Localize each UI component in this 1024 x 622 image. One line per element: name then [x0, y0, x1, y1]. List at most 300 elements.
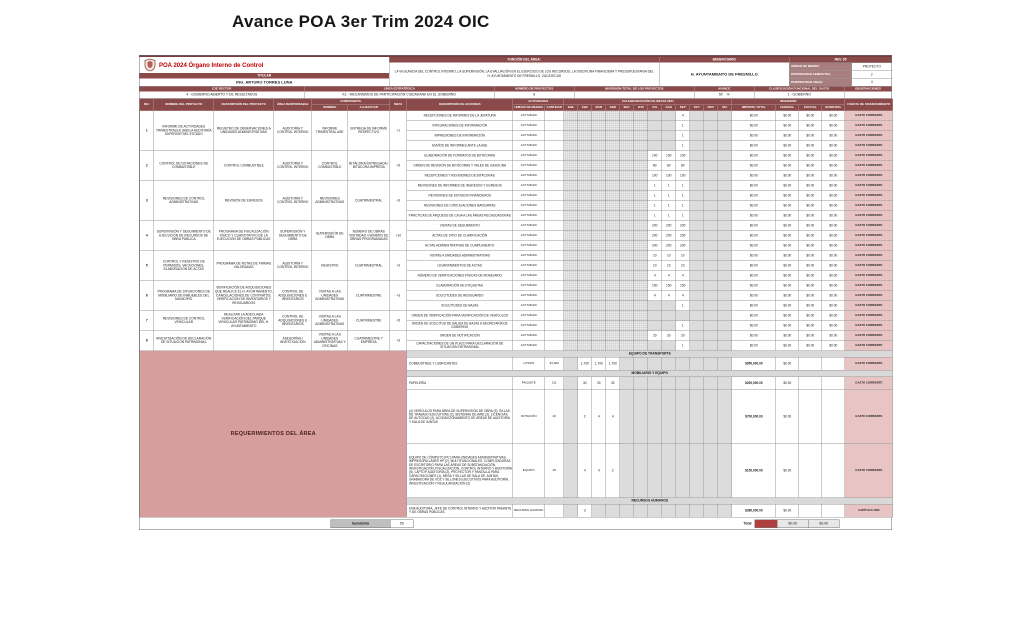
month-cell: 100 [676, 171, 690, 181]
month-cell [620, 131, 634, 141]
inversion-cell: $0.00 [822, 301, 845, 311]
month-cell [676, 444, 690, 498]
activity-unit: ACTIVIDAD [513, 201, 545, 211]
month-cell [634, 390, 648, 444]
month-cell [606, 131, 620, 141]
inversion-cell [822, 377, 845, 390]
month-cell [564, 171, 578, 181]
funding-source-cell: GASTO CORRIENTE [845, 181, 893, 191]
month-cell [592, 341, 606, 351]
funding-source-cell: GASTO CORRIENTE [845, 311, 893, 321]
activity-quantity [545, 111, 564, 121]
activity-quantity [545, 191, 564, 201]
month-cell [648, 390, 662, 444]
activity-description: RECEPCIONES Y REVISIONES DE BITÁCORAS [407, 171, 513, 181]
header-beneficiario-block [660, 57, 790, 86]
activity-unit: ACTIVIDAD [513, 231, 545, 241]
month-cell [718, 171, 732, 181]
activity-description: REVISIONES DE CONCILIACIONES BANCARIAS [407, 201, 513, 211]
funding-source-cell: GASTO CORRIENTE [845, 231, 893, 241]
month-cell [592, 131, 606, 141]
month-cell [676, 357, 690, 370]
month-cell [662, 131, 676, 141]
linea-estrategica [305, 87, 495, 99]
month-cell: 10 [676, 261, 690, 271]
month-cell [690, 131, 704, 141]
inversion-cell: $0.00 [799, 221, 822, 231]
month-cell [690, 281, 704, 291]
month-cell [662, 444, 676, 498]
activity-quantity [545, 131, 564, 141]
requirement-quantity: $1,600 [545, 357, 564, 370]
poa-table [140, 99, 894, 518]
funding-source-cell: GASTO CORRIENTE [845, 331, 893, 341]
month-cell [704, 444, 718, 498]
month-cell: 4 [592, 390, 606, 444]
activity-unit: ACTIVIDAD [513, 121, 545, 131]
month-cell [704, 221, 718, 231]
month-cell: 10 [662, 261, 676, 271]
project-no: 6 [140, 281, 154, 311]
month-cell [718, 321, 732, 331]
component-target: BITÁCORA ENTREGADA / BITÁCORA IMPRESA [348, 151, 390, 181]
month-cell: 1 [676, 181, 690, 191]
inversion-cell: $0.00 [822, 331, 845, 341]
month-cell: 200 [676, 231, 690, 241]
activity-unit: ACTIVIDAD [513, 241, 545, 251]
month-cell [620, 331, 634, 341]
inversion-cell: $0.00 [799, 121, 822, 131]
month-cell [690, 121, 704, 131]
project-description: REALIZAR LA ADECUADA VERIFICACIÓN DEL PARQUE VEHICULAR PATRIMONIO DEL H. AYUNTAMIENTO [214, 311, 274, 331]
month-cell [578, 141, 592, 151]
month-cell: 200 [662, 231, 676, 241]
inversion-cell: $0.00 [776, 151, 799, 161]
sheet-header [140, 56, 892, 87]
month-cell [606, 191, 620, 201]
project-no: 7 [140, 311, 154, 331]
meta-row [790, 70, 892, 78]
funding-source-cell: GASTO CORRIENTE [845, 111, 893, 121]
month-cell [690, 301, 704, 311]
month-cell [718, 261, 732, 271]
month-cell [606, 331, 620, 341]
inversion-cell: $0.00 [822, 131, 845, 141]
month-cell: 1 [662, 191, 676, 201]
month-cell [704, 231, 718, 241]
month-cell [676, 311, 690, 321]
month-cell [578, 321, 592, 331]
eje-rector [140, 87, 305, 99]
importe-cell: $0.00 [732, 241, 776, 251]
month-cell [592, 251, 606, 261]
month-cell [634, 171, 648, 181]
funcion-text: LA VIGILANCIA DEL CONTROL INTERNO, LA SUPERVISIÓN, LA EVALUACIÓN EN EL EJERCICIO DE LOS RECURSOS, LA DISCIPLINA FINANCIERA Y PRESUPUESTARIA DEL H. AYUNTAMIENTO DE FRESNILLO, ZACATECAS [394, 70, 654, 78]
activity-description: ACTAS DE SITIO DE CLARIFICACIÓN [407, 231, 513, 241]
month-cell [690, 444, 704, 498]
col-header-acciones: DESCRIPCIÓN DE ACCIONES [407, 99, 513, 111]
project-name: CONTROL DE DOTACIONES DE COMBUSTIBLE [154, 151, 214, 181]
month-cell [718, 131, 732, 141]
activity-unit: ACTIVIDAD [513, 131, 545, 141]
month-cell [578, 311, 592, 321]
month-cell [606, 171, 620, 181]
inversion-cell: $0.00 [822, 181, 845, 191]
activity-unit: ACTIVIDAD [513, 321, 545, 331]
month-cell [564, 281, 578, 291]
inversion-cell: $0.00 [776, 331, 799, 341]
month-cell: 1 [662, 181, 676, 191]
month-cell [564, 261, 578, 271]
inversion-cell [822, 504, 845, 517]
month-cell: 1 [662, 211, 676, 221]
month-cell [690, 341, 704, 351]
project-description: PROGRAMA DE FISCALIZACIÓN FÍSICO Y CUANTITATIVO DE LA EJECUCIÓN DE OBRAS PÚBLICAS [214, 221, 274, 251]
month-cell [634, 377, 648, 390]
inversion-cell: $0.00 [776, 201, 799, 211]
month-cell [718, 311, 732, 321]
month-cell: 4 [676, 271, 690, 281]
activity-description: PRÁCTICAS DE ARQUEOS DE CAJA A LAS ÁREAS RECAUDADORAS [407, 211, 513, 221]
inversion-cell: $0.00 [799, 161, 822, 171]
month-cell [690, 251, 704, 261]
inversion-cell: $0.00 [776, 504, 799, 517]
month-cell [704, 311, 718, 321]
month-cell [564, 357, 578, 370]
month-cell [578, 131, 592, 141]
requirement-description: PAPELERÍA [407, 377, 513, 390]
inversion-cell: $0.00 [776, 231, 799, 241]
activity-quantity [545, 221, 564, 231]
inversion-cell: $0.00 [776, 444, 799, 498]
month-cell [620, 504, 634, 517]
page-title: Avance POA 3er Trim 2024 OIC [232, 12, 490, 31]
inversion-cell: $0.00 [822, 291, 845, 301]
month-cell [704, 161, 718, 171]
month-cell: 4 [662, 271, 676, 281]
month-cell [634, 181, 648, 191]
importe-cell: $0.00 [732, 181, 776, 191]
col-header-fuente: FUENTE DE FINANCIAMIENTO [845, 99, 893, 111]
activity-description: INTEGRACIONES DE INFORMACIÓN [407, 121, 513, 131]
requirement-unit: DOTACIÓN [513, 390, 545, 444]
numero-proyectos-value: 8 [533, 93, 536, 97]
month-header: FEB [578, 105, 592, 111]
month-cell [690, 171, 704, 181]
month-cell: 20 [662, 331, 676, 341]
month-cell [564, 444, 578, 498]
month-cell [564, 251, 578, 261]
month-header: AGO [662, 105, 676, 111]
month-cell: 1,700 [606, 357, 620, 370]
month-cell: 20 [648, 331, 662, 341]
total-label: Total [743, 521, 752, 526]
month-cell: 1 [648, 181, 662, 191]
activity-unit: ACTIVIDAD [513, 221, 545, 231]
inversion-cell: $0.00 [799, 181, 822, 191]
importe-cell: $0.00 [732, 281, 776, 291]
inversion-cell [799, 357, 822, 370]
titular-label: TITULAR [140, 73, 390, 79]
month-cell [578, 121, 592, 131]
component-target: CUATRIMESTRAL [348, 251, 390, 281]
month-cell [704, 357, 718, 370]
month-cell [718, 281, 732, 291]
month-cell [564, 151, 578, 161]
activity-description: SOLICITUDES DE RESGUARDO [407, 291, 513, 301]
avance-value: 50 [718, 93, 723, 97]
inversion-cell: $0.00 [799, 281, 822, 291]
month-cell [564, 221, 578, 231]
inversion-cell: $0.00 [776, 161, 799, 171]
inversion-cell: $0.00 [822, 241, 845, 251]
meta-row [790, 78, 892, 86]
project-name: REVISIONES DE CONTROL ADMINISTRATIVAS [154, 181, 214, 221]
month-cell [606, 504, 620, 517]
importe-cell: $0.00 [732, 121, 776, 131]
importe-cell: $0.00 [732, 271, 776, 281]
month-cell [662, 341, 676, 351]
funding-source-cell: GASTO CORRIENTE [845, 151, 893, 161]
month-cell [718, 161, 732, 171]
month-cell [578, 331, 592, 341]
month-cell [592, 271, 606, 281]
month-cell [648, 321, 662, 331]
inversion-cell: $0.00 [822, 141, 845, 151]
month-cell [718, 151, 732, 161]
month-header: JUN [634, 105, 648, 111]
month-cell: 4 [676, 291, 690, 301]
titular-name: ING. ARTURO TORRES LUNA [236, 80, 293, 85]
month-cell [578, 281, 592, 291]
inversion-cell: $0.00 [799, 151, 822, 161]
funding-source-cell: GASTO CORRIENTE [845, 271, 893, 281]
month-cell [690, 390, 704, 444]
inversion-total [575, 87, 695, 99]
month-cell: 4 [662, 291, 676, 301]
activity-quantity [545, 161, 564, 171]
month-cell [634, 121, 648, 131]
month-cell [592, 291, 606, 301]
col-header-componente: COMPONENTE [312, 99, 390, 105]
month-cell [718, 301, 732, 311]
month-cell [718, 341, 732, 351]
month-cell: 4 [648, 291, 662, 301]
inversion-cell: $0.00 [799, 241, 822, 251]
funding-source-cell: GASTO CORRIENTE [845, 251, 893, 261]
project-area: SUPERVISIÓN Y SEGUIMIENTO DE OBRA [274, 221, 312, 251]
month-cell [564, 241, 578, 251]
month-cell [648, 444, 662, 498]
activity-unit: ACTIVIDAD [513, 251, 545, 261]
month-cell: 30 [606, 377, 620, 390]
month-cell [578, 221, 592, 231]
section-band: MOBILIARIO Y EQUIPO [407, 370, 893, 377]
month-cell: 80 [648, 161, 662, 171]
month-cell: 200 [662, 221, 676, 231]
col-header-meta: META [390, 99, 407, 111]
month-cell [564, 321, 578, 331]
strategic-row [140, 87, 892, 99]
beneficiario-label: BENEFICIARIO [660, 57, 790, 63]
month-cell [704, 141, 718, 151]
month-cell [578, 341, 592, 351]
month-cell [620, 261, 634, 271]
activity-unit: ACTIVIDAD [513, 301, 545, 311]
month-cell [620, 301, 634, 311]
activity-quantity [545, 291, 564, 301]
month-cell [606, 281, 620, 291]
month-cell [634, 444, 648, 498]
project-goal: +10 [390, 221, 407, 251]
month-header: SEP [676, 105, 690, 111]
month-cell: 80 [676, 161, 690, 171]
month-cell [606, 141, 620, 151]
month-cell [606, 161, 620, 171]
requirement-quantity [545, 504, 564, 517]
activity-description: SOLICITUDES DE BAJAS [407, 301, 513, 311]
month-cell: 1 [676, 341, 690, 351]
col-header-unidad: UNIDAD DE MEDIDA [514, 105, 544, 109]
component-name: VISITAS A LAS UNIDADES ADMINISTRATIVAS [312, 311, 348, 331]
month-cell [634, 357, 648, 370]
month-cell [704, 271, 718, 281]
month-cell: 200 [648, 221, 662, 231]
project-name: CONTROL Y REGISTRO DE PERMISOS, VACACIONES, ELABORACIÓN DE ACTAS [154, 251, 214, 281]
requirement-unit: PAQUETE [513, 377, 545, 390]
month-cell [634, 211, 648, 221]
funding-source-cell: GASTO CORRIENTE [845, 377, 893, 390]
month-cell [578, 201, 592, 211]
funding-source-cell: GASTO CORRIENTE [845, 357, 893, 370]
month-cell [564, 141, 578, 151]
importe-cell: $0.00 [732, 111, 776, 121]
month-cell [592, 261, 606, 271]
month-cell [634, 261, 648, 271]
inversion-cell: $0.00 [776, 181, 799, 191]
project-goal: +3 [390, 331, 407, 351]
funding-source-cell: GASTO CORRIENTE [845, 444, 893, 498]
col-header-municipal: MUNICIPAL [822, 105, 845, 111]
month-cell [592, 331, 606, 341]
month-cell [592, 111, 606, 121]
project-no: 2 [140, 151, 154, 181]
month-cell [592, 504, 606, 517]
clasificacion-gasto-value: 1 - GOBIERNO [787, 93, 811, 97]
month-cell [690, 321, 704, 331]
month-cell [620, 281, 634, 291]
month-cell [704, 191, 718, 201]
month-cell [606, 271, 620, 281]
inversion-cell [822, 444, 845, 498]
month-cell [718, 211, 732, 221]
funding-source-cell: GASTO CORRIENTE [845, 321, 893, 331]
month-cell [676, 377, 690, 390]
observaciones-label: OBSERVACIONES [845, 87, 892, 92]
project-goal: +3 [390, 251, 407, 281]
month-cell [592, 241, 606, 251]
month-cell [634, 241, 648, 251]
month-cell [718, 201, 732, 211]
month-cell [564, 201, 578, 211]
month-cell [592, 301, 606, 311]
requirement-description: COMBUSTIBLE Y LUBRICANTES [407, 357, 513, 370]
month-cell [578, 251, 592, 261]
funding-source-cell: GASTO CORRIENTE [845, 281, 893, 291]
activity-description: CAPACITACIONES DE UN PLAZO PARA DECLARACIÓN DE SITUACIÓN PATRIMONIAL [407, 341, 513, 351]
activity-quantity [545, 231, 564, 241]
month-cell [578, 191, 592, 201]
month-cell [648, 121, 662, 131]
month-cell [634, 221, 648, 231]
inversion-cell: $0.00 [776, 271, 799, 281]
month-cell [606, 311, 620, 321]
month-cell [620, 221, 634, 231]
activity-quantity [545, 171, 564, 181]
clasificacion-gasto-label: CLASIFICACIÓN FUNCIONAL DEL GASTO [755, 87, 845, 92]
component-target: CUATRIMESTRE [348, 311, 390, 331]
inversion-cell [799, 504, 822, 517]
month-cell: 30 [592, 377, 606, 390]
component-name: CONTROL COMBUSTIBLE [312, 151, 348, 181]
inversion-cell: $0.00 [822, 231, 845, 241]
activity-description: LEVANTAMIENTOS DE ACTAS [407, 261, 513, 271]
month-cell: 80 [662, 161, 676, 171]
month-cell [606, 301, 620, 311]
funding-source-cell: GASTO CORRIENTE [845, 291, 893, 301]
month-cell: 10 [648, 251, 662, 261]
funding-source-cell: GASTO CORRIENTE [845, 221, 893, 231]
project-no: 3 [140, 181, 154, 221]
project-name: REVISIONES DE CONTROL VEHICULAR [154, 311, 214, 331]
month-cell [676, 504, 690, 517]
numero-proyectos [495, 87, 575, 99]
poa-sheet-inner [139, 55, 892, 530]
month-cell: 1 [676, 201, 690, 211]
month-cell [620, 111, 634, 121]
section-band: EQUIPO DE TRANSPORTE [407, 351, 893, 358]
header-rev-block [790, 57, 892, 86]
month-cell [662, 390, 676, 444]
inversion-cell: $0.00 [822, 341, 845, 351]
month-cell: 4 [592, 444, 606, 498]
month-cell [634, 111, 648, 121]
activity-unit: ACTIVIDAD [513, 341, 545, 351]
requirement-unit: EQUIPO [513, 444, 545, 498]
activity-description: ORDEN DE REVISIÓN DE BITÁCORAS Y VALES DE GASOLINA [407, 161, 513, 171]
month-cell [704, 504, 718, 517]
month-cell [606, 341, 620, 351]
month-cell [690, 331, 704, 341]
month-cell [578, 111, 592, 121]
month-cell [690, 357, 704, 370]
month-cell [662, 504, 676, 517]
col-header-comp-ejecutar: A EJECUTAR [348, 105, 390, 111]
activity-description: IMPRESIONES DE INFORMACIÓN [407, 131, 513, 141]
month-cell [606, 211, 620, 221]
month-cell: 1 [676, 131, 690, 141]
col-header-federal: FEDERAL [776, 105, 799, 111]
month-cell: 1 [676, 321, 690, 331]
month-cell [620, 357, 634, 370]
month-cell [592, 231, 606, 241]
month-cell [704, 291, 718, 301]
month-cell [620, 251, 634, 261]
month-cell [690, 221, 704, 231]
month-cell [648, 311, 662, 321]
inversion-cell: $0.00 [799, 321, 822, 331]
component-name: VISITAS A LAS UNIDADES ADMINISTRATIVAS Y OFICINAS [312, 331, 348, 351]
